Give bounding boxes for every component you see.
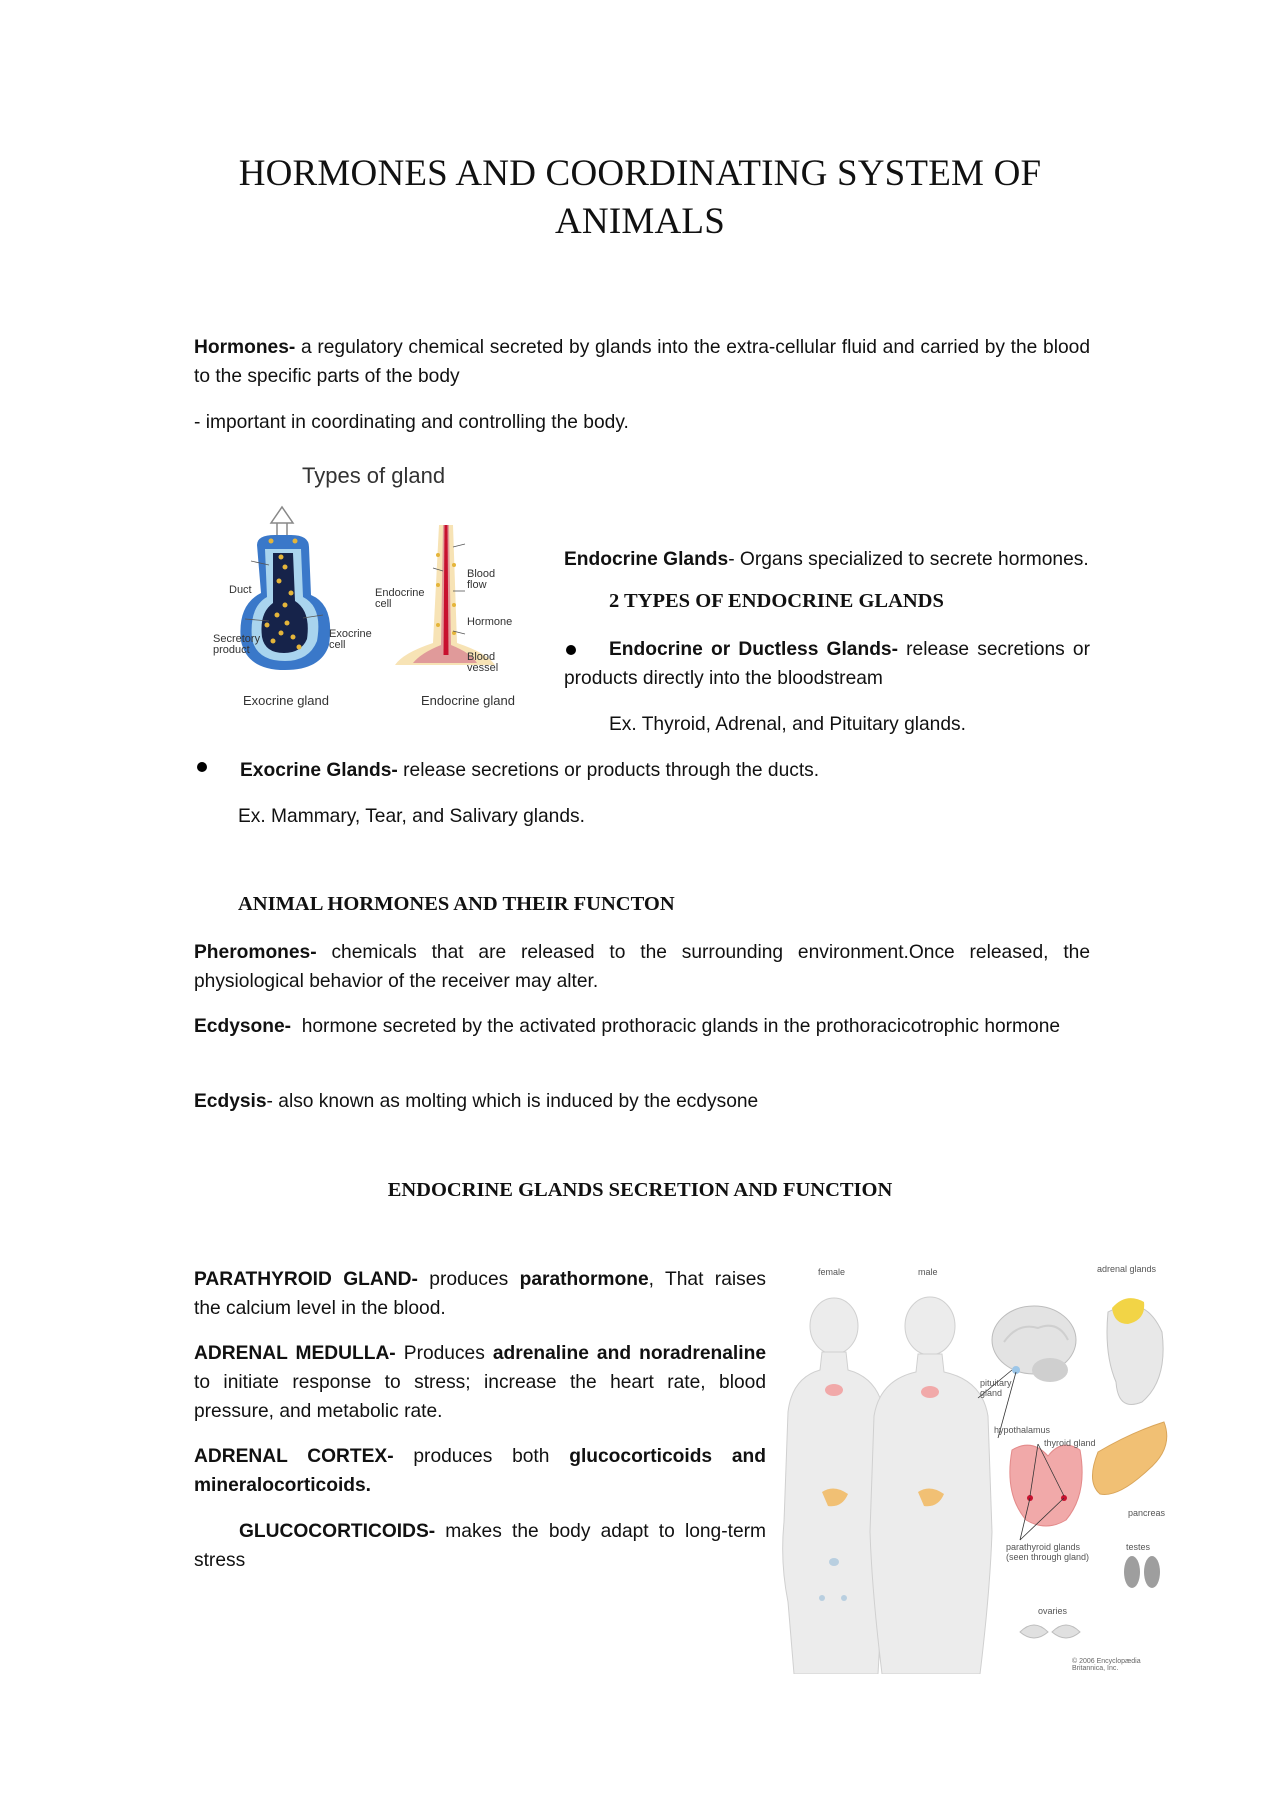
ovary-left xyxy=(1020,1625,1048,1638)
label-hormone: Hormone xyxy=(467,616,513,628)
exocrine-glands-term: Exocrine Glands- xyxy=(240,760,398,781)
exocrine-glands-definition: Exocrine Glands- release secretions or products through the ducts. xyxy=(240,760,820,781)
figure-copyright: © 2006 Encyclopædia Britannica, Inc. xyxy=(1072,1658,1141,1672)
hormones-term: Hormones- xyxy=(194,337,296,358)
testis-right xyxy=(1144,1556,1160,1588)
adrenal-cortex-paragraph: ADRENAL CORTEX- produces both glucocorticoids and mineralocorticoids. xyxy=(194,1446,766,1496)
types-of-endocrine-heading: 2 TYPES OF ENDOCRINE GLANDS xyxy=(609,590,944,612)
label-female: female xyxy=(818,1267,846,1277)
page-title xyxy=(150,150,1130,246)
ovary-right xyxy=(1052,1625,1080,1638)
ductless-glands-example: Ex. Thyroid, Adrenal, and Pituitary glands. xyxy=(609,714,966,735)
adrenal-cortex-term: ADRENAL CORTEX- xyxy=(194,1446,394,1467)
label-blood-vessel: Blood vessel xyxy=(467,651,499,674)
bullet-exocrine xyxy=(197,762,207,772)
label-pituitary-gland: pituitary gland xyxy=(980,1378,1012,1398)
thyroid-detail-drawing xyxy=(1010,1445,1082,1526)
adrenal-medulla-term: ADRENAL MEDULLA- xyxy=(194,1343,396,1364)
label-male: male xyxy=(918,1267,938,1277)
hormones-definition-text: a regulatory chemical secreted by glands into the extra-cellular fluid and carried by the blood to the specific parts of the body xyxy=(194,337,1090,387)
gland-figure-title: Types of gland xyxy=(302,463,446,488)
title-line-1: HORMONES AND COORDINATING SYSTEM OF xyxy=(238,153,1042,194)
human-endocrine-illustration xyxy=(782,1262,1170,1674)
parathyroid-paragraph: PARATHYROID GLAND- produces parathormone, That raises the calcium level in the blood. xyxy=(194,1269,766,1319)
endocrine-glands-term: Endocrine Glands xyxy=(564,549,729,570)
human-endocrine-figure xyxy=(782,1262,1170,1674)
ductless-glands-definition: Endocrine or Ductless Glands- release secretions or products directly into the bloodstream xyxy=(564,639,1090,689)
endocrine-gland-caption: Endocrine gland xyxy=(421,693,515,708)
parathyroid-term: PARATHYROID GLAND- xyxy=(194,1269,418,1290)
male-body-drawing xyxy=(870,1297,992,1674)
exocrine-glands-example: Ex. Mammary, Tear, and Salivary glands. xyxy=(238,806,585,827)
glucocorticoids-paragraph: GLUCOCORTICOIDS- makes the body adapt to long-term stress xyxy=(194,1521,766,1571)
adrenal-medulla-paragraph: ADRENAL MEDULLA- Produces adrenaline and noradrenaline to initiate response to stress; increase the heart rate, blood pressure, and metabolic rate. xyxy=(194,1343,766,1422)
pheromones-term: Pheromones- xyxy=(194,942,317,963)
exocrine-gland-caption: Exocrine gland xyxy=(243,693,329,708)
pancreas-drawing xyxy=(1092,1422,1166,1495)
hormones-note: - important in coordinating and controlling the body. xyxy=(194,412,629,433)
ecdysis-definition: Ecdysis- also known as molting which is induced by the ecdysone xyxy=(194,1091,759,1112)
ecdysone-term: Ecdysone- xyxy=(194,1016,292,1037)
label-secretory-product: Secretory product xyxy=(213,633,261,656)
label-duct: Duct xyxy=(229,584,252,596)
label-pancreas: pancreas xyxy=(1128,1508,1166,1518)
ductless-glands-term: Endocrine or Ductless Glands- xyxy=(609,639,898,660)
hormones-definition xyxy=(194,333,1090,391)
label-hypothalamus: hypothalamus xyxy=(994,1425,1051,1435)
brain-drawing xyxy=(992,1306,1076,1382)
testis-left xyxy=(1124,1556,1140,1588)
animal-hormones-heading: ANIMAL HORMONES AND THEIR FUNCTON xyxy=(238,893,675,915)
endocrine-glands-definition: Endocrine Glands- Organs specialized to secrete hormones. xyxy=(564,549,1089,570)
label-adrenal-glands: adrenal glands xyxy=(1097,1264,1157,1274)
glucocorticoids-term: GLUCOCORTICOIDS- xyxy=(239,1521,436,1542)
label-exocrine-cell: Exocrine cell xyxy=(329,628,372,651)
secretion-heading: ENDOCRINE GLANDS SECRETION AND FUNCTION xyxy=(387,1179,893,1201)
label-parathyroid-glands: parathyroid glands (seen through gland) xyxy=(1006,1542,1090,1562)
gland-types-figure xyxy=(195,455,555,715)
label-ovaries: ovaries xyxy=(1038,1606,1068,1616)
ecdysis-term: Ecdysis xyxy=(194,1091,267,1112)
ecdysone-definition: Ecdysone- hormone secreted by the activated prothoracic glands in the prothoracicotrophic hormone xyxy=(194,1016,1061,1037)
label-blood-flow: Blood flow xyxy=(467,568,496,591)
adrenal-kidney-drawing xyxy=(1107,1298,1163,1404)
label-testes: testes xyxy=(1126,1542,1151,1552)
title-line-2: ANIMALS xyxy=(555,201,725,242)
label-thyroid-gland: thyroid gland xyxy=(1044,1438,1096,1448)
pheromones-definition: Pheromones- chemicals that are released to the surrounding environment.Once released, the physiological behavior of the receiver may alter. xyxy=(194,942,1090,992)
label-endocrine-cell: Endocrine cell xyxy=(375,587,425,610)
